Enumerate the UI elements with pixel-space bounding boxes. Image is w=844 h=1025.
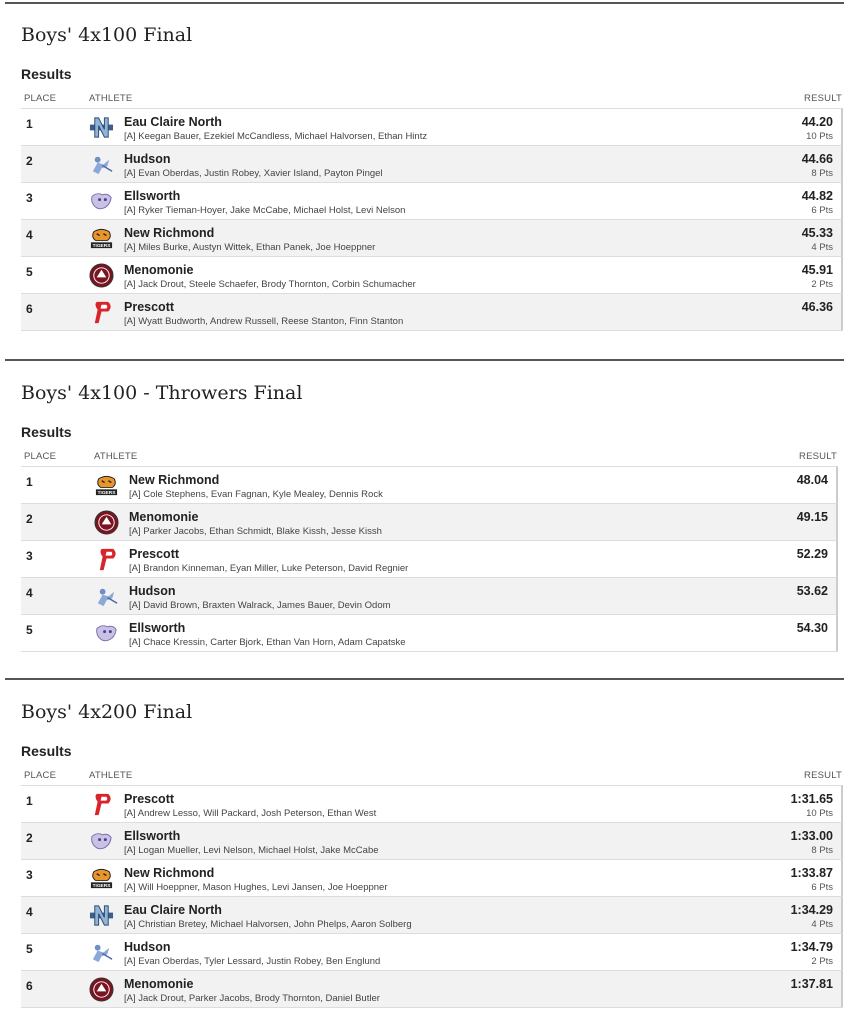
new-richmond-logo — [89, 866, 114, 891]
relay-members: [A] Cole Stephens, Evan Fagnan, Kyle Mealey, Dennis Rock — [129, 489, 383, 500]
team-name-link[interactable]: Hudson — [129, 584, 176, 598]
result-mark: 44.82 — [801, 189, 833, 203]
result-row[interactable] — [21, 970, 843, 1007]
result-row[interactable] — [21, 822, 843, 859]
result-mark: 54.30 — [796, 621, 828, 635]
result-row[interactable] — [21, 896, 843, 933]
result-mark: 1:33.00 — [790, 829, 833, 843]
menomonie-logo — [94, 510, 119, 535]
team-name-link[interactable]: New Richmond — [129, 473, 220, 487]
prescott-logo — [89, 792, 114, 817]
result-row[interactable] — [21, 108, 843, 145]
place-number: 1 — [26, 794, 33, 808]
result-mark: 53.62 — [796, 584, 828, 598]
team-points: 6 Pts — [811, 205, 833, 216]
event-section — [5, 678, 844, 1004]
team-name-link[interactable]: Menomonie — [124, 263, 194, 277]
relay-members: [A] Logan Mueller, Levi Nelson, Michael Holst, Jake McCabe — [124, 845, 379, 856]
event-section — [5, 2, 844, 327]
athlete-column-header: ATHLETE — [89, 770, 133, 781]
place-column-header: PLACE — [24, 770, 57, 781]
place-number: 5 — [26, 623, 33, 637]
svg-text:TIGERS: TIGERS — [92, 244, 111, 250]
table-bottom-rule — [21, 651, 838, 652]
results-heading: Results — [21, 66, 72, 82]
team-points: 8 Pts — [811, 845, 833, 856]
svg-text:TIGERS: TIGERS — [92, 884, 111, 890]
event-title: Boys' 4x200 Final — [21, 701, 193, 723]
result-mark: 45.33 — [801, 226, 833, 240]
place-number: 4 — [26, 905, 33, 919]
result-mark: 1:31.65 — [790, 792, 833, 806]
team-points: 8 Pts — [811, 168, 833, 179]
result-mark: 1:34.29 — [790, 903, 833, 917]
team-name-link[interactable]: Prescott — [124, 792, 175, 806]
result-row[interactable] — [21, 933, 843, 970]
result-column-header: RESULT — [804, 770, 842, 781]
hudson-logo — [94, 584, 119, 609]
ellsworth-logo — [89, 829, 114, 854]
relay-members: [A] Parker Jacobs, Ethan Schmidt, Blake Kissh, Jesse Kissh — [129, 526, 382, 537]
result-column-header: RESULT — [804, 93, 842, 104]
relay-members: [A] Christian Bretey, Michael Halvorsen, John Phelps, Aaron Solberg — [124, 919, 412, 930]
result-mark: 44.20 — [801, 115, 833, 129]
relay-members: [A] Chace Kressin, Carter Bjork, Ethan Van Horn, Adam Capatske — [129, 637, 406, 648]
place-number: 4 — [26, 586, 33, 600]
event-title: Boys' 4x100 - Throwers Final — [21, 382, 303, 404]
results-table — [21, 90, 843, 331]
result-row[interactable] — [21, 503, 838, 540]
table-bottom-rule — [21, 1007, 843, 1008]
team-points: 4 Pts — [811, 919, 833, 930]
team-points: 2 Pts — [811, 956, 833, 967]
result-mark: 44.66 — [801, 152, 833, 166]
place-number: 4 — [26, 228, 33, 242]
result-row[interactable] — [21, 219, 843, 256]
relay-members: [A] Will Hoeppner, Mason Hughes, Levi Jansen, Joe Hoeppner — [124, 882, 388, 893]
relay-members: [A] Jack Drout, Parker Jacobs, Brody Thornton, Daniel Butler — [124, 993, 380, 1004]
relay-members: [A] Ryker Tieman-Hoyer, Jake McCabe, Michael Holst, Levi Nelson — [124, 205, 406, 216]
team-name-link[interactable]: Eau Claire North — [124, 115, 222, 129]
team-name-link[interactable]: Hudson — [124, 152, 171, 166]
team-name-link[interactable]: Ellsworth — [129, 621, 186, 635]
relay-members: [A] Keegan Bauer, Ezekiel McCandless, Michael Halvorsen, Ethan Hintz — [124, 131, 428, 142]
results-table — [21, 767, 843, 1008]
table-bottom-rule — [21, 330, 843, 331]
eau-claire-north-logo — [89, 115, 114, 140]
results-table — [21, 448, 838, 652]
result-row[interactable] — [21, 145, 843, 182]
place-number: 6 — [26, 979, 33, 993]
relay-members: [A] Miles Burke, Austyn Wittek, Ethan Panek, Joe Hoeppner — [124, 242, 376, 253]
place-number: 1 — [26, 475, 33, 489]
new-richmond-logo — [89, 226, 114, 251]
place-number: 3 — [26, 191, 33, 205]
result-mark: 45.91 — [801, 263, 833, 277]
relay-members: [A] Evan Oberdas, Tyler Lessard, Justin Robey, Ben Englund — [124, 956, 381, 967]
place-number: 2 — [26, 831, 33, 845]
place-number: 2 — [26, 512, 33, 526]
team-name-link[interactable]: Ellsworth — [124, 829, 181, 843]
menomonie-logo — [89, 263, 114, 288]
place-number: 3 — [26, 549, 33, 563]
result-row[interactable] — [21, 256, 843, 293]
place-number: 2 — [26, 154, 33, 168]
team-name-link[interactable]: Ellsworth — [124, 189, 181, 203]
relay-members: [A] Brandon Kinneman, Eyan Miller, Luke Peterson, David Regnier — [129, 563, 409, 574]
team-points: 10 Pts — [806, 808, 833, 819]
relay-members: [A] Andrew Lesso, Will Packard, Josh Peterson, Ethan West — [124, 808, 377, 819]
place-number: 5 — [26, 942, 33, 956]
place-number: 6 — [26, 302, 33, 316]
svg-text:TIGERS: TIGERS — [97, 491, 116, 497]
result-row[interactable] — [21, 785, 843, 822]
result-column-header: RESULT — [799, 451, 837, 462]
ellsworth-logo — [89, 189, 114, 214]
prescott-logo — [89, 300, 114, 325]
results-table-header — [21, 448, 838, 466]
menomonie-logo — [89, 977, 114, 1002]
place-number: 1 — [26, 117, 33, 131]
relay-members: [A] Wyatt Budworth, Andrew Russell, Reese Stanton, Finn Stanton — [124, 316, 404, 327]
athlete-column-header: ATHLETE — [89, 93, 133, 104]
result-mark: 1:34.79 — [790, 940, 833, 954]
result-row[interactable] — [21, 182, 843, 219]
hudson-logo — [89, 152, 114, 177]
team-name-link[interactable]: New Richmond — [124, 226, 215, 240]
relay-members: [A] Evan Oberdas, Justin Robey, Xavier Island, Payton Pingel — [124, 168, 383, 179]
relay-members: [A] David Brown, Braxten Walrack, James Bauer, Devin Odom — [129, 600, 391, 611]
place-column-header: PLACE — [24, 451, 57, 462]
result-mark: 46.36 — [801, 300, 833, 314]
result-mark: 48.04 — [796, 473, 828, 487]
relay-members: [A] Jack Drout, Steele Schaefer, Brody Thornton, Corbin Schumacher — [124, 279, 416, 290]
prescott-logo — [94, 547, 119, 572]
team-name-link[interactable]: Prescott — [124, 300, 175, 314]
place-number: 5 — [26, 265, 33, 279]
place-column-header: PLACE — [24, 93, 57, 104]
result-mark: 52.29 — [796, 547, 828, 561]
team-name-link[interactable]: New Richmond — [124, 866, 215, 880]
ellsworth-logo — [94, 621, 119, 646]
team-points: 6 Pts — [811, 882, 833, 893]
result-row[interactable] — [21, 466, 838, 503]
team-name-link[interactable]: Menomonie — [124, 977, 194, 991]
results-table-header — [21, 90, 843, 108]
team-name-link[interactable]: Prescott — [129, 547, 180, 561]
athlete-column-header: ATHLETE — [94, 451, 138, 462]
result-row[interactable] — [21, 293, 843, 330]
result-row[interactable] — [21, 859, 843, 896]
result-row[interactable] — [21, 577, 838, 614]
new-richmond-logo — [94, 473, 119, 498]
event-section — [5, 359, 844, 648]
result-mark: 49.15 — [796, 510, 828, 524]
place-number: 3 — [26, 868, 33, 882]
team-points: 2 Pts — [811, 279, 833, 290]
results-heading: Results — [21, 424, 72, 440]
team-name-link[interactable]: Menomonie — [129, 510, 199, 524]
result-row[interactable] — [21, 540, 838, 577]
event-title: Boys' 4x100 Final — [21, 24, 193, 46]
results-table-header — [21, 767, 843, 785]
result-mark: 1:37.81 — [790, 977, 833, 991]
eau-claire-north-logo — [89, 903, 114, 928]
team-points: 4 Pts — [811, 242, 833, 253]
hudson-logo — [89, 940, 114, 965]
result-mark: 1:33.87 — [790, 866, 833, 880]
results-heading: Results — [21, 743, 72, 759]
team-name-link[interactable]: Hudson — [124, 940, 171, 954]
team-name-link[interactable]: Eau Claire North — [124, 903, 222, 917]
team-points: 10 Pts — [806, 131, 833, 142]
result-row[interactable] — [21, 614, 838, 651]
